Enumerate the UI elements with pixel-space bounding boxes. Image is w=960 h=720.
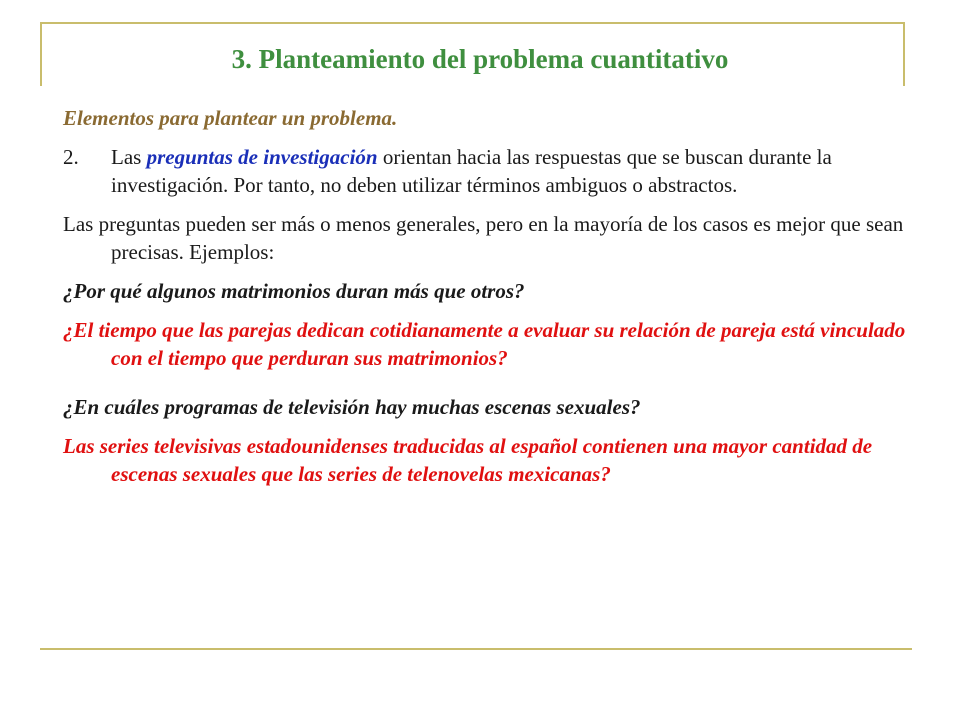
list-item-2 <box>63 143 913 199</box>
list-number: 2. <box>63 145 79 169</box>
bottom-rule <box>40 648 912 650</box>
question-3: ¿En cuáles programas de televisión hay muchas escenas sexuales? <box>63 395 641 419</box>
section-subtitle: Elementos para plantear un problema. <box>63 106 398 130</box>
list-text-after: orientan hacia las respuestas que se buscan durante la investigación. Por tanto, no deben utilizar términos ambiguos o abstractos. <box>111 145 832 197</box>
question-4: Las series televisivas estadounidenses traducidas al español contienen una mayor cantidad de escenas sexuales que las series de telenovelas mexicanas? <box>63 434 873 486</box>
spacer <box>63 383 913 393</box>
question-1: ¿Por qué algunos matrimonios duran más que otros? <box>63 279 525 303</box>
slide-content <box>63 104 913 499</box>
slide-title: 3. Planteamiento del problema cuantitativo <box>231 44 729 74</box>
highlight-term: preguntas de investigación <box>146 145 378 169</box>
list-text-before: Las <box>111 145 147 169</box>
question-2: ¿El tiempo que las parejas dedican cotidianamente a evaluar su relación de pareja está vinculado con el tiempo que perduran sus matrimonios? <box>63 318 906 370</box>
top-rule <box>40 22 904 24</box>
intro-paragraph: Las preguntas pueden ser más o menos generales, pero en la mayoría de los casos es mejor que sean precisas. Ejemplos: <box>63 212 904 264</box>
